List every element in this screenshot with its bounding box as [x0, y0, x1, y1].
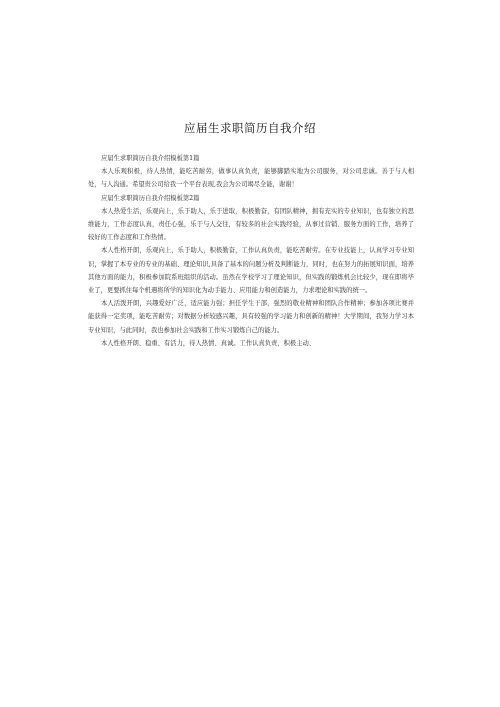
- section-heading-2: 应届生求职简历自我介绍模板第2篇: [101, 194, 200, 202]
- paragraph: 本人乐观积极，待人热情，能吃苦耐劳，做事认真负责，能够脚踏实地为公司服务，对公司忠诚。善于与人相处，与人沟通。希望贵公司给我一个平台表现,我会为公司竭尽全能，谢谢！: [88, 168, 414, 189]
- document-body: [88, 152, 414, 350]
- document-title: 应届生求职简历自我介绍: [184, 121, 316, 135]
- section-heading-1: 应届生求职简历自我介绍模板第1篇: [101, 155, 200, 162]
- paragraph: 本人活泼开朗，兴趣爱好广泛，适应能力强；担任学生干部，强烈的敬业精神和团队合作精神；参加各项比赛并能获得一定奖项，能吃苦耐劳；对数据分析较感兴趣，具有较强的学习能力和创新的精神！大学期间，我努力学习本专业知识，与此同时，我也参加社会实践和工作实习锻炼自己的能力。: [88, 300, 414, 334]
- paragraph: 本人性格开朗、稳重、有活力，待人热情、真诚。工作认真负责，积极主动、: [101, 339, 316, 347]
- paragraph: 本人性格开朗，乐观向上，乐于助人，积极勤奋，工作认真负责，能吃苦耐劳。在专业技能上，认真学习专业知识，掌握了本专业的专业的基础、理论知识,具备了基本的问题分析及判断能力，同时，也在努力的拓展知识面，培养其他方面的能力，积极参加院系班组织的活动。虽然在学校学习了理论知识，但实践的锻炼机会比较少，现在即将毕业了，更要抓住每个机遇将所学的知识化为动手能力、应用能力和创造能力，力求理论和实践的统一。: [88, 247, 414, 295]
- paragraph: 本人热爱生活，乐观向上，乐于助人，乐于进取，积极勤奋，有团队精神，拥有充实的专业知识，也有独立的思维能力，工作态度认真，责任心强，乐于与人交往，有较多的社会实践经验，从事过营销、服务方面的工作，培养了较好的工作态度和工作热情。: [88, 207, 414, 242]
